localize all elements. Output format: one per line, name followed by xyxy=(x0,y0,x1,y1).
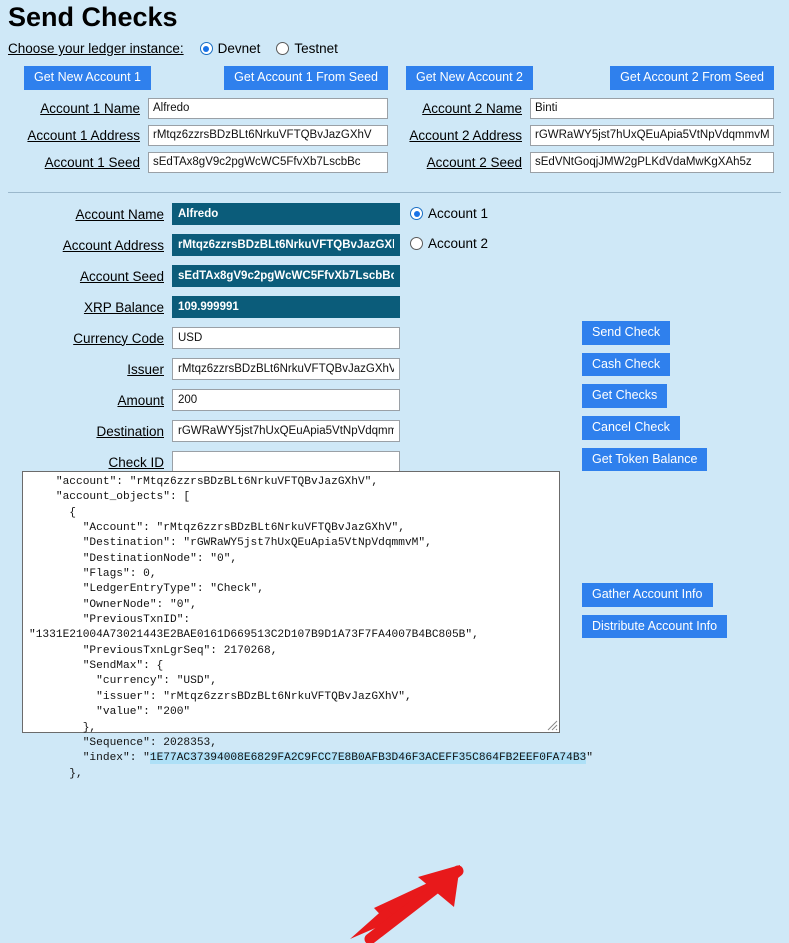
account1-seed-input[interactable] xyxy=(148,152,388,173)
xrp-balance-input[interactable] xyxy=(172,296,400,318)
currency-code-label: Currency Code xyxy=(73,330,164,346)
amount-row xyxy=(0,389,410,411)
account-selector xyxy=(410,206,488,266)
destination-input[interactable] xyxy=(172,420,400,442)
results-line: }, xyxy=(29,767,83,780)
get-token-balance-button[interactable]: Get Token Balance xyxy=(582,448,707,472)
section-divider xyxy=(8,192,781,193)
account2-name-row xyxy=(406,98,774,119)
results-line: "issuer": "rMtqz6zzrsBDzBLt6NrkuVFTQBvJazGXhV", xyxy=(29,690,412,703)
check-id-row xyxy=(0,451,410,473)
destination-row xyxy=(0,420,410,442)
account1-address-input[interactable] xyxy=(148,125,388,146)
results-line: { xyxy=(29,506,76,519)
distribute-account-info-button[interactable]: Distribute Account Info xyxy=(582,615,727,639)
results-line: "Sequence": 2028353, xyxy=(29,736,217,749)
account-info-actions xyxy=(582,583,727,638)
send-check-button[interactable]: Send Check xyxy=(582,321,670,345)
results-line: "LedgerEntryType": "Check", xyxy=(29,583,264,596)
results-line: "Account": "rMtqz6zzrsBDzBLt6NrkuVFTQBvJazGXhV", xyxy=(29,522,405,535)
get-checks-button[interactable]: Get Checks xyxy=(582,384,667,408)
results-textarea[interactable] xyxy=(22,471,593,780)
results-line: "PreviousTxnLgrSeq": 2170268, xyxy=(29,644,278,657)
account-name-input[interactable] xyxy=(172,203,400,225)
account1-name-row xyxy=(24,98,388,119)
account1-seed-row xyxy=(24,152,388,173)
accounts-section xyxy=(0,66,789,186)
check-id-label: Check ID xyxy=(108,454,164,470)
account-name-row xyxy=(0,203,410,225)
account1-button-row xyxy=(24,66,388,90)
destination-label: Destination xyxy=(96,423,164,439)
xrp-balance-row xyxy=(0,296,410,318)
account2-address-row xyxy=(406,125,774,146)
results-line: "currency": "USD", xyxy=(29,675,217,688)
account2-seed-input[interactable] xyxy=(530,152,774,173)
account1-seed-label: Account 1 Seed xyxy=(44,154,140,170)
xrp-balance-label: XRP Balance xyxy=(83,299,164,315)
results-line: "DestinationNode": "0", xyxy=(29,552,238,565)
radio-testnet[interactable] xyxy=(276,41,338,56)
account2-button-row xyxy=(406,66,774,90)
radio-account-2-indicator[interactable] xyxy=(410,237,423,250)
page-title: Send Checks xyxy=(8,2,178,32)
account-seed-row xyxy=(0,265,410,287)
ledger-instance-label: Choose your ledger instance: xyxy=(8,41,184,56)
results-line: "account_objects": [ xyxy=(29,491,191,504)
results-line: "SendMax": { xyxy=(29,660,164,673)
radio-devnet[interactable] xyxy=(200,41,261,56)
results-index-prefix: "index": " xyxy=(29,752,150,765)
results-line: "PreviousTxnID": xyxy=(29,614,191,627)
radio-account-1[interactable] xyxy=(410,206,488,221)
account1-address-row xyxy=(24,125,388,146)
account2-seed-row xyxy=(406,152,774,173)
account2-seed-label: Account 2 Seed xyxy=(426,154,522,170)
account1-name-label: Account 1 Name xyxy=(40,100,140,116)
account1-address-label: Account 1 Address xyxy=(27,127,140,143)
amount-label: Amount xyxy=(117,392,164,408)
account-address-label: Account Address xyxy=(62,237,164,253)
results-line: "OwnerNode": "0", xyxy=(29,598,197,611)
account-address-input[interactable] xyxy=(172,234,400,256)
account2-address-label: Account 2 Address xyxy=(409,127,522,143)
results-index-highlighted: 1E77AC37394008E6829FA2C9FCC7E8B0AFB3D46F3ACEFF35C864FB2EEF0FA74B3 xyxy=(149,752,587,765)
issuer-row xyxy=(0,358,410,380)
results-line: "account": "rMtqz6zzrsBDzBLt6NrkuVFTQBvJazGXhV", xyxy=(29,476,379,488)
get-account-1-from-seed-button[interactable]: Get Account 1 From Seed xyxy=(224,66,388,90)
gather-account-info-button[interactable]: Gather Account Info xyxy=(582,583,713,607)
account2-name-label: Account 2 Name xyxy=(422,100,522,116)
results-line: }, xyxy=(29,721,97,734)
account1-column xyxy=(24,66,388,179)
results-index-suffix: " xyxy=(586,752,593,765)
radio-account-1-label: Account 1 xyxy=(428,206,489,221)
issuer-label: Issuer xyxy=(127,361,164,377)
account-seed-label: Account Seed xyxy=(79,268,164,284)
results-line: "value": "200" xyxy=(29,706,191,719)
account1-name-input[interactable] xyxy=(148,98,388,119)
results-line: "1331E21004A73021443E2BAE0161D669513C2D107B9D1A73F7FA4007B4BC805B", xyxy=(29,629,479,642)
amount-input[interactable] xyxy=(172,389,400,411)
account-address-row xyxy=(0,234,410,256)
check-id-input[interactable] xyxy=(172,451,400,473)
radio-testnet-indicator[interactable] xyxy=(276,42,289,55)
radio-devnet-label: Devnet xyxy=(217,41,261,56)
account2-address-input[interactable] xyxy=(530,125,774,146)
check-form xyxy=(0,203,410,482)
radio-testnet-label: Testnet xyxy=(294,41,338,56)
radio-account-2-label: Account 2 xyxy=(428,236,489,251)
get-new-account-2-button[interactable]: Get New Account 2 xyxy=(406,66,533,90)
results-line: "Destination": "rGWRaWY5jst7hUxQEuApia5VtNpVdqmmvM", xyxy=(29,537,432,550)
annotation-arrow-icon xyxy=(330,863,470,943)
account2-name-input[interactable] xyxy=(530,98,774,119)
account-name-label: Account Name xyxy=(75,206,164,222)
ledger-instance-row xyxy=(8,41,789,56)
currency-code-input[interactable] xyxy=(172,327,400,349)
get-account-2-from-seed-button[interactable]: Get Account 2 From Seed xyxy=(610,66,774,90)
radio-account-2[interactable] xyxy=(410,236,488,251)
check-actions xyxy=(582,321,707,471)
resize-grip-icon[interactable] xyxy=(547,720,558,731)
radio-account-1-indicator[interactable] xyxy=(410,207,423,220)
account2-column xyxy=(406,66,774,179)
cancel-check-button[interactable]: Cancel Check xyxy=(582,416,680,440)
get-new-account-1-button[interactable]: Get New Account 1 xyxy=(24,66,151,90)
issuer-input[interactable] xyxy=(172,358,400,380)
currency-code-row xyxy=(0,327,410,349)
account-seed-input[interactable] xyxy=(172,265,400,287)
radio-devnet-indicator[interactable] xyxy=(200,42,213,55)
results-line: "Flags": 0, xyxy=(29,568,157,581)
cash-check-button[interactable]: Cash Check xyxy=(582,353,670,377)
